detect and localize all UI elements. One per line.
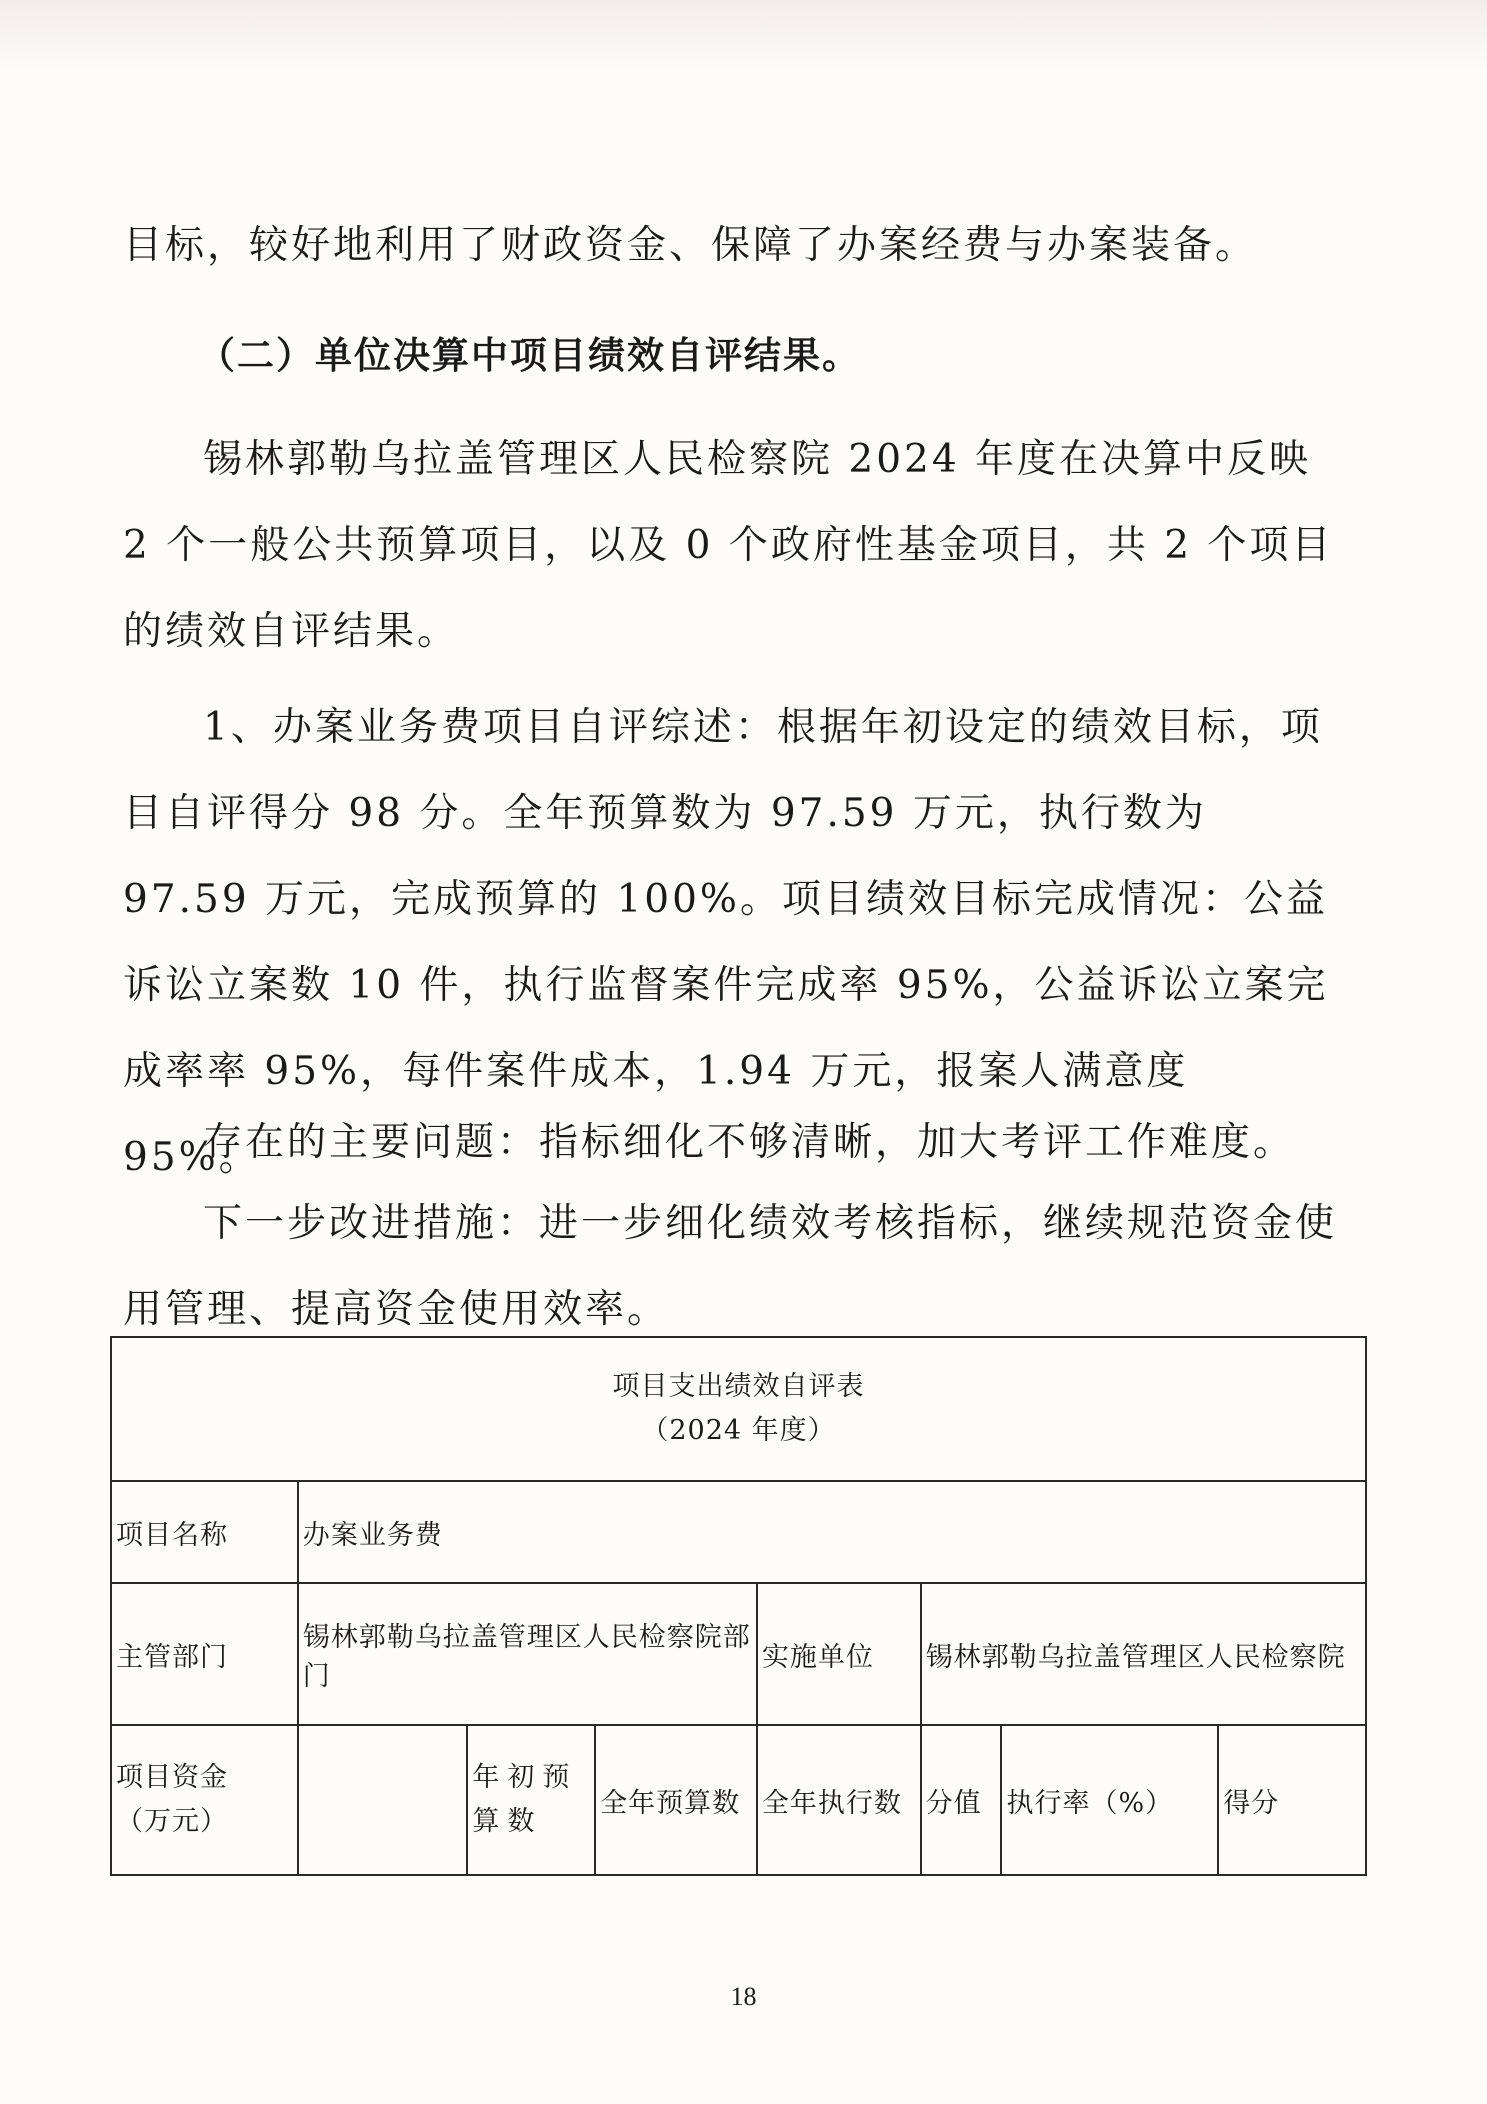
fund-unit: （万元） bbox=[116, 1806, 228, 1837]
section-heading: （二）单位决算中项目绩效自评结果。 bbox=[198, 334, 861, 377]
project-name-value: 办案业务费 bbox=[298, 1481, 1366, 1583]
paragraph-continuation: 目标，较好地利用了财政资金、保障了办案经费与办案装备。 bbox=[123, 223, 1258, 268]
table-year: （2024 年度） bbox=[641, 1415, 836, 1446]
col-initial-budget: 年初预算数 bbox=[467, 1725, 595, 1875]
table-row bbox=[111, 1725, 1366, 1875]
empty-cell bbox=[298, 1725, 468, 1875]
paragraph-project-review: 1、办案业务费项目自评综述：根据年初设定的绩效目标，项目自评得分 98 分。全年预算数为 97.59 万元，执行数为 97.59 万元，完成预算的 100%。项目绩效目标完成情况：公益诉讼立案数 10 件，执行监督案件完成率 95%，公益诉讼立案完成率率 95%，每件案件成本，1.94 万元，报案人满意度 95%。 bbox=[123, 705, 1329, 1180]
paragraph-problems: 存在的主要问题：指标细化不够清晰，加大考评工作难度。 bbox=[203, 1120, 1296, 1165]
col-exec-rate: 执行率（%） bbox=[1001, 1725, 1218, 1875]
page-number: 18 bbox=[730, 1982, 757, 2011]
table-title-cell bbox=[111, 1337, 1366, 1481]
col-full-exec: 全年执行数 bbox=[757, 1725, 921, 1875]
dept-value: 锡林郭勒乌拉盖管理区人民检察院部门 bbox=[298, 1583, 757, 1725]
paragraph-summary: 锡林郭勒乌拉盖管理区人民检察院 2024 年度在决算中反映 2 个一般公共预算项目，以及 0 个政府性基金项目，共 2 个项目的绩效自评结果。 bbox=[123, 437, 1334, 654]
table-row bbox=[111, 1583, 1366, 1725]
dept-label: 主管部门 bbox=[111, 1583, 298, 1725]
col-full-budget: 全年预算数 bbox=[595, 1725, 757, 1875]
performance-evaluation-table bbox=[110, 1336, 1367, 1876]
col-score: 得分 bbox=[1218, 1725, 1366, 1875]
fund-label-cell bbox=[111, 1725, 298, 1875]
project-name-label: 项目名称 bbox=[111, 1481, 298, 1583]
table-title: 项目支出绩效自评表 bbox=[612, 1371, 865, 1402]
table-title-row bbox=[111, 1337, 1366, 1481]
table-row bbox=[111, 1481, 1366, 1583]
scan-shading bbox=[0, 0, 1487, 70]
col-score-value: 分值 bbox=[921, 1725, 1002, 1875]
paragraph-improvements: 下一步改进措施：进一步细化绩效考核指标，继续规范资金使用管理、提高资金使用效率。 bbox=[123, 1201, 1338, 1332]
impl-value: 锡林郭勒乌拉盖管理区人民检察院 bbox=[921, 1583, 1366, 1725]
fund-label: 项目资金 bbox=[116, 1762, 228, 1793]
impl-label: 实施单位 bbox=[757, 1583, 921, 1725]
